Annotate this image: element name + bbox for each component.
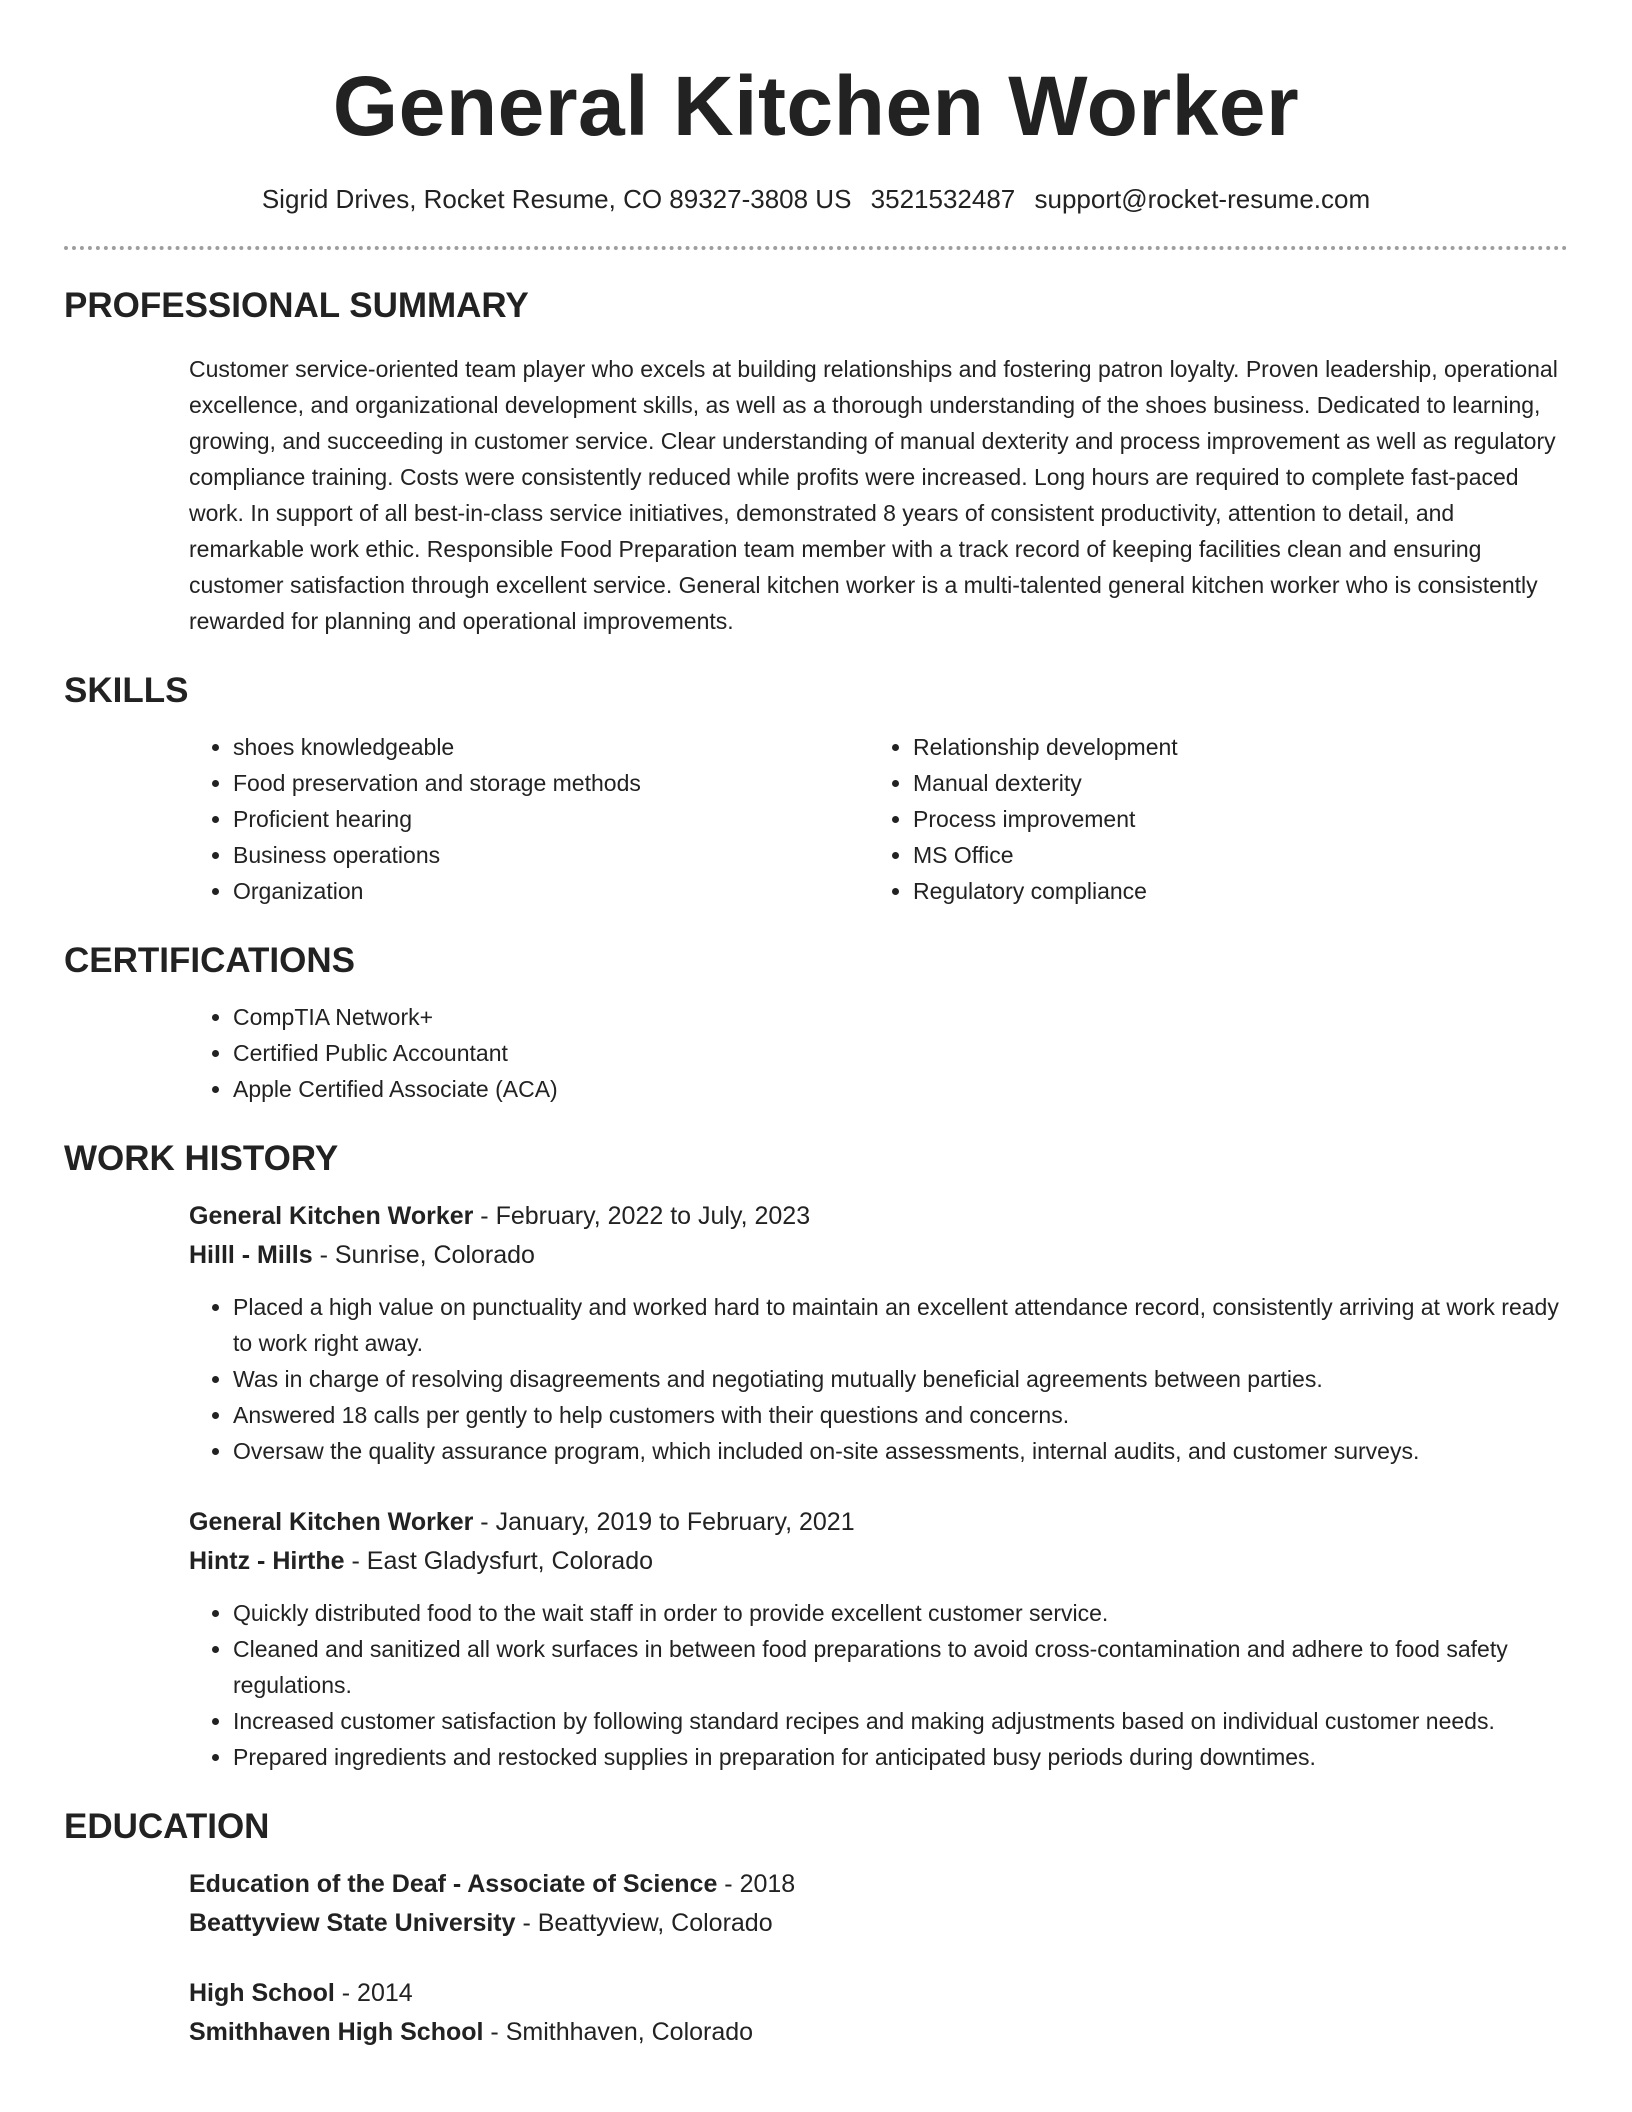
education-body <box>189 1865 1568 2052</box>
certifications-heading: CERTIFICATIONS <box>64 941 356 980</box>
work-history-heading: WORK HISTORY <box>64 1139 339 1178</box>
education-school: Smithhaven High School <box>189 2018 484 2046</box>
job-title-line <box>189 1503 1568 1542</box>
job-location: - Sunrise, Colorado <box>312 1241 535 1269</box>
skill-item: • Process improvement <box>913 801 1549 837</box>
education-location: - Smithhaven, Colorado <box>483 2018 754 2046</box>
skills-column-left <box>189 729 869 909</box>
job-bullets <box>189 1595 1568 1775</box>
skill-item: • shoes knowledgeable <box>233 729 869 765</box>
education-heading: EDUCATION <box>64 1807 270 1846</box>
certification-item: • Apple Certified Associate (ACA) <box>233 1071 1568 1107</box>
job-bullet: • Cleaned and sanitized all work surfaces in between food preparations to avoid cross-contamination and adhere to food safety regulations. <box>233 1631 1568 1703</box>
skill-item: • Manual dexterity <box>913 765 1549 801</box>
certification-item: • CompTIA Network+ <box>233 999 1568 1035</box>
certifications-body <box>189 999 1568 1107</box>
certification-item: • Certified Public Accountant <box>233 1035 1568 1071</box>
job-company: Hilll - Mills <box>189 1241 313 1269</box>
job-company: Hintz - Hirthe <box>189 1547 345 1575</box>
certifications-section <box>64 939 1568 1107</box>
job-location: - East Gladysfurt, Colorado <box>344 1547 654 1575</box>
skills-section <box>64 669 1568 909</box>
summary-text: Customer service-oriented team player who excels at building relationships and fostering patron loyalty. Proven leadership, operational excellence, and organizational development skills, as well as a thorough understanding of the shoes business. Dedicated to learning, growing, and succeeding in customer service. Clear understanding of manual dexterity and process improvement as well as regulatory compliance training. Costs were consistently reduced while profits were increased. Long hours are required to complete fast-paced work. In support of all best-in-class service initiatives, demonstrated 8 years of consistent productivity, attention to detail, and remarkable work ethic. Responsible Food Preparation team member with a track record of keeping facilities clean and ensuring customer satisfaction through excellent service. General kitchen worker is a multi-talented general kitchen worker who is consistently rewarded for planning and operational improvements. <box>189 356 1558 634</box>
job-role: General Kitchen Worker <box>189 1202 474 1230</box>
education-location: - Beattyview, Colorado <box>515 1909 773 1937</box>
skill-item: • Food preservation and storage methods <box>233 765 869 801</box>
education-entry <box>189 1974 1568 2052</box>
job-bullets <box>189 1289 1568 1469</box>
education-degree-line <box>189 1974 1568 2013</box>
resume-name-heading: General Kitchen Worker <box>332 59 1300 153</box>
summary-heading: PROFESSIONAL SUMMARY <box>64 286 529 325</box>
education-section <box>64 1805 1568 2052</box>
job-bullet: • Quickly distributed food to the wait staff in order to provide excellent customer service. <box>233 1595 1568 1631</box>
skill-item: • Proficient hearing <box>233 801 869 837</box>
job-role: General Kitchen Worker <box>189 1508 474 1536</box>
job-bullet: • Placed a high value on punctuality and worked hard to maintain an excellent attendance record, consistently arriving at work ready to work right away. <box>233 1289 1568 1361</box>
contact-email: support@rocket-resume.com <box>1034 184 1371 214</box>
summary-section <box>64 284 1568 639</box>
education-degree-line <box>189 1865 1568 1904</box>
contact-address: Sigrid Drives, Rocket Resume, CO 89327-3808 US <box>261 184 852 214</box>
skill-item: • Business operations <box>233 837 869 873</box>
education-school: Beattyview State University <box>189 1909 516 1937</box>
job-company-line <box>189 1236 1568 1275</box>
work-history-section <box>64 1137 1568 1775</box>
skills-heading: SKILLS <box>64 671 189 710</box>
job-bullet: • Was in charge of resolving disagreements and negotiating mutually beneficial agreements between parties. <box>233 1361 1568 1397</box>
job-company-line <box>189 1542 1568 1581</box>
resume-page <box>64 0 1568 2052</box>
job-entry <box>189 1197 1568 1469</box>
education-year: - 2018 <box>717 1870 796 1898</box>
job-title-line <box>189 1197 1568 1236</box>
education-entry <box>189 1865 1568 1943</box>
job-entry <box>189 1503 1568 1775</box>
job-dates: - February, 2022 to July, 2023 <box>473 1202 811 1230</box>
skill-item: • Relationship development <box>913 729 1549 765</box>
skill-item: • MS Office <box>913 837 1549 873</box>
contact-line <box>64 182 1568 216</box>
header-divider <box>64 246 1568 250</box>
skill-item: • Organization <box>233 873 869 909</box>
contact-phone: 3521532487 <box>870 184 1016 214</box>
skills-columns <box>189 729 1568 909</box>
education-school-line <box>189 2013 1568 2052</box>
education-year: - 2014 <box>334 1979 413 2007</box>
job-bullet: • Answered 18 calls per gently to help customers with their questions and concerns. <box>233 1397 1568 1433</box>
education-school-line <box>189 1904 1568 1943</box>
job-bullet: • Increased customer satisfaction by following standard recipes and making adjustments based on individual customer needs. <box>233 1703 1568 1739</box>
education-degree: Education of the Deaf - Associate of Science <box>189 1870 718 1898</box>
job-bullet: • Prepared ingredients and restocked supplies in preparation for anticipated busy periods during downtimes. <box>233 1739 1568 1775</box>
work-history-body <box>189 1197 1568 1775</box>
job-dates: - January, 2019 to February, 2021 <box>473 1508 855 1536</box>
skill-item: • Regulatory compliance <box>913 873 1549 909</box>
job-bullet: • Oversaw the quality assurance program, which included on-site assessments, internal audits, and customer surveys. <box>233 1433 1568 1469</box>
education-degree: High School <box>189 1979 335 2007</box>
summary-body <box>189 351 1568 639</box>
skills-column-right <box>869 729 1549 909</box>
